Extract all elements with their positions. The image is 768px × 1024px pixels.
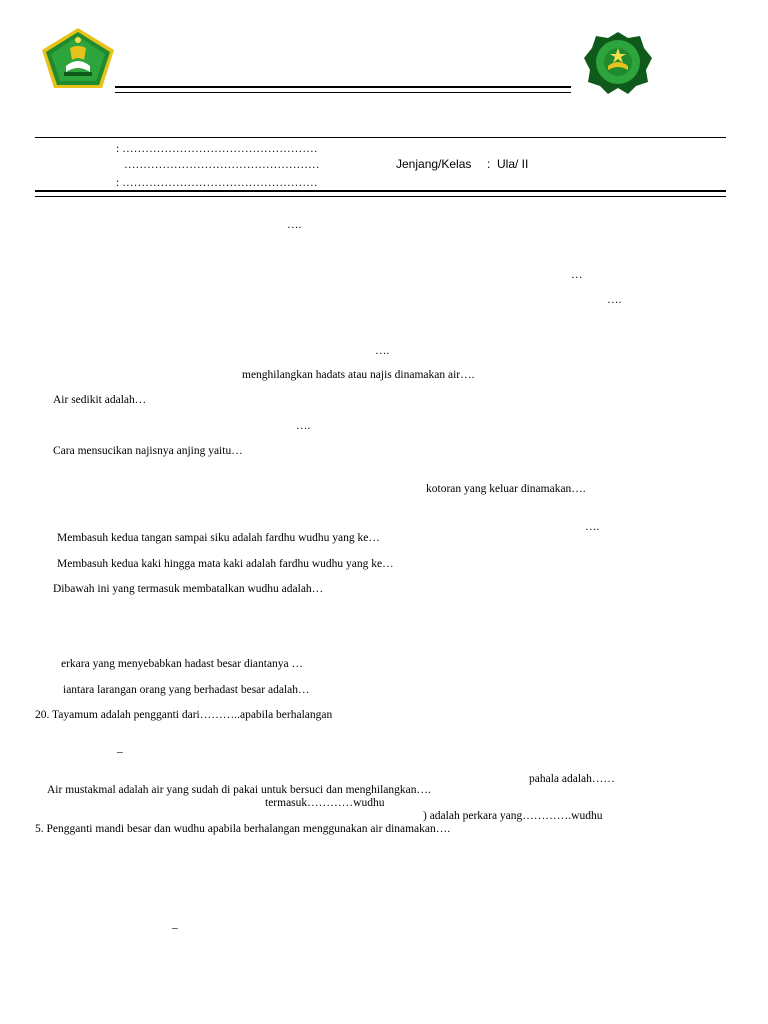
text-line: ….: [296, 420, 311, 432]
identity-row-3: : ……………………………………………: [116, 177, 318, 189]
text-line: ….: [585, 521, 600, 533]
identity-row-1: : ……………………………………………: [116, 143, 318, 155]
text-line: menghilangkan hadats atau najis dinamakan air….: [242, 369, 475, 381]
question-item-20: 20. Tayamum adalah pengganti dari………..apabila berhalangan: [35, 709, 333, 721]
text-line: pahala adalah……: [529, 773, 615, 785]
madrasah-logo: [582, 30, 654, 94]
dash-mark: –: [117, 746, 123, 758]
question-item: Membasuh kedua kaki hingga mata kaki adalah fardhu wudhu yang ke…: [57, 558, 394, 570]
question-item: Air mustakmal adalah air yang sudah di pakai untuk bersuci dan menghilangkan….: [47, 784, 431, 796]
header-divider: [115, 86, 571, 93]
identity-row-2: ……………………………………………: [124, 159, 320, 171]
text-line: ….: [607, 294, 622, 306]
text-line: ….: [287, 219, 302, 231]
jenjang-label: Jenjang/Kelas: [396, 157, 472, 171]
question-item: Air sedikit adalah…: [53, 394, 147, 406]
question-item: Dibawah ini yang termasuk membatalkan wudhu adalah…: [53, 583, 324, 595]
ministry-logo: [40, 26, 116, 90]
identity-top-rule: [35, 137, 726, 138]
question-item: Cara mensucikan najisnya anjing yaitu…: [53, 445, 243, 457]
text-line: termasuk…………wudhu: [265, 797, 385, 809]
text-line: ) adalah perkara yang………….wudhu: [423, 810, 603, 822]
dash-mark: –: [172, 922, 178, 934]
jenjang-value: : Ula/ II: [487, 157, 529, 171]
question-item: Membasuh kedua tangan sampai siku adalah fardhu wudhu yang ke…: [57, 532, 380, 544]
text-line: ….: [375, 345, 390, 357]
question-item: erkara yang menyebabkan hadast besar diantanya …: [61, 658, 304, 670]
question-item-5: 5. Pengganti mandi besar dan wudhu apabila berhalangan menggunakan air dinamakan….: [35, 823, 451, 835]
text-line: …: [571, 269, 583, 281]
question-item: iantara larangan orang yang berhadast besar adalah…: [63, 684, 310, 696]
text-line: kotoran yang keluar dinamakan….: [426, 483, 586, 495]
identity-bottom-rule: [35, 190, 726, 197]
